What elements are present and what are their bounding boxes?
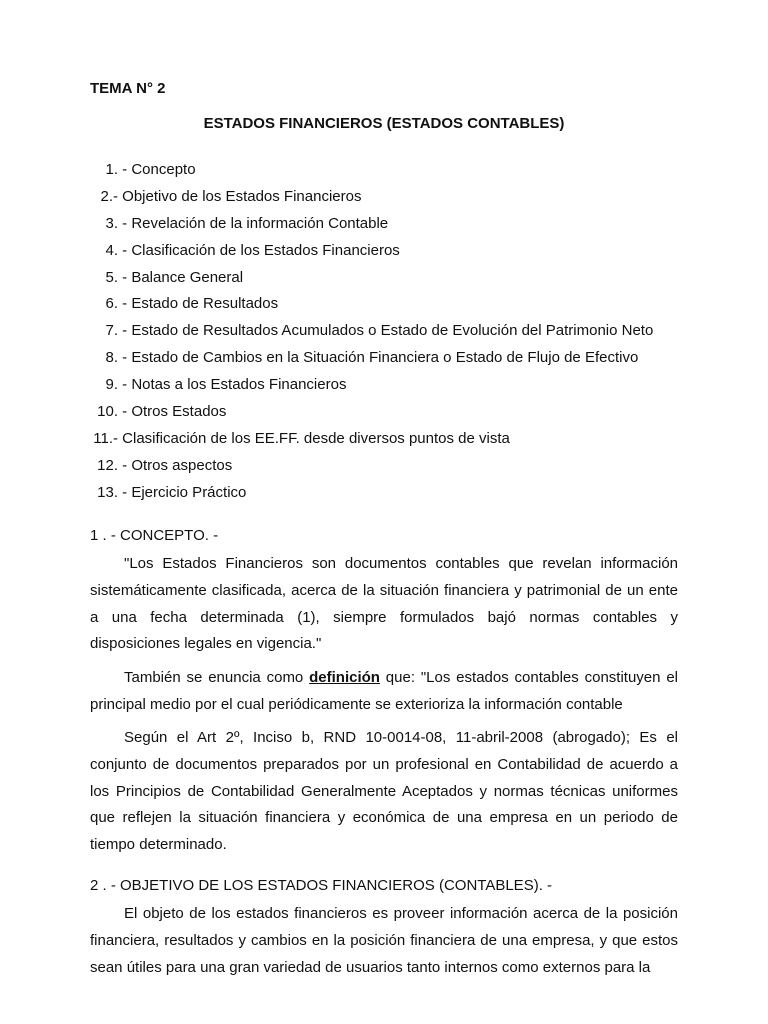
toc-item-number: 7. (105, 322, 118, 340)
toc-item (88, 159, 653, 186)
toc-item-text: - Estado de Resultados (122, 295, 279, 313)
document-title: ESTADOS FINANCIEROS (ESTADOS CONTABLES) (203, 115, 565, 132)
topic-number: TEMA N° 2 (90, 80, 166, 97)
toc-item-number: 5. (105, 268, 118, 286)
toc-item-text: - Concepto (122, 161, 196, 178)
paragraph-concepto-1 (90, 551, 678, 658)
toc-item-text: - Revelación de la información Contable (122, 214, 389, 232)
toc-item-number: 9. (105, 376, 118, 394)
toc-item (88, 482, 653, 509)
paragraph-text: También se enuncia como (124, 669, 310, 686)
toc-item (88, 320, 653, 347)
toc-item (88, 213, 653, 240)
toc-item-text: Clasificación de los EE.FF. desde diversos puntos de vista (122, 429, 510, 447)
paragraph-concepto-2 (90, 665, 678, 719)
paragraph-text: Según el Art 2º, Inciso b, RND 10-0014-08, 11-abril-2008 (abrogado); Es el conjunto de documentos preparados por un profesional en Contabilidad de acuerdo a los Principios de Contabilidad Generalmente Aceptados y normas técnicas uniformes que reflejen la situación financiera y económica de una empresa en un periodo de tiempo determinado. (90, 729, 678, 854)
toc-item-text: - Estado de Resultados Acumulados o Estado de Evolución del Patrimonio Neto (122, 322, 654, 340)
paragraph-text: El objeto de los estados financieros es proveer información acerca de la posición financiera, resultados y cambios en la posición financiera de una empresa, y que estos sean útiles para una gran variedad de usuarios tanto internos como externos para la (90, 905, 678, 976)
paragraph-concepto-3 (90, 725, 678, 859)
toc-item (88, 186, 653, 213)
toc-item-number: 3. (105, 214, 118, 232)
paragraph-text: que: "Los estados contables constituyen el principal medio por el cual periódicamente se exterioriza la información contable (90, 669, 679, 713)
toc-item (88, 240, 653, 267)
toc-item-number: 13. (97, 483, 118, 501)
toc-item-text: - Estado de Cambios en la Situación Financiera o Estado de Flujo de Efectivo (122, 349, 639, 367)
definition-term: definición (309, 669, 380, 686)
toc-item-number: 1. (105, 161, 118, 178)
toc-item (88, 455, 653, 482)
toc-item (88, 347, 653, 374)
paragraph-text: "Los Estados Financieros son documentos contables que revelan información sistemáticamente clasificada, acerca de la situación financiera y patrimonial de un ente a una fecha determinada (1), siempre formulados bajó normas contables y disposiciones legales en vigencia." (90, 555, 678, 653)
toc-item (88, 267, 653, 294)
toc-item-number: 12. (97, 456, 118, 474)
toc-item-text: - Otros Estados (122, 403, 227, 421)
section-heading-concepto: 1 . - CONCEPTO. - (90, 527, 219, 544)
toc-item-number: 11.- (93, 429, 118, 447)
section-heading-objetivo: 2 . - OBJETIVO DE LOS ESTADOS FINANCIEROS (CONTABLES). - (90, 877, 553, 894)
toc-item-number: 2.- (100, 187, 118, 205)
toc-item (88, 428, 653, 455)
toc-item (88, 374, 653, 401)
toc-item-text: Objetivo de los Estados Financieros (122, 187, 362, 205)
toc-item-number: 6. (105, 295, 118, 313)
toc-item-text: - Otros aspectos (122, 456, 233, 474)
toc-item (88, 401, 653, 428)
toc-item-text: - Notas a los Estados Financieros (122, 376, 347, 394)
toc-item-number: 4. (105, 241, 118, 259)
toc-item (88, 293, 653, 320)
toc-item-text: - Balance General (122, 268, 244, 286)
toc-item-number: 10. (97, 403, 118, 421)
paragraph-objetivo-1 (90, 901, 678, 981)
toc-item-number: 8. (105, 349, 118, 367)
toc-item-text: - Ejercicio Práctico (122, 483, 247, 501)
toc-item-text: - Clasificación de los Estados Financieros (122, 241, 400, 259)
table-of-contents (88, 159, 653, 509)
